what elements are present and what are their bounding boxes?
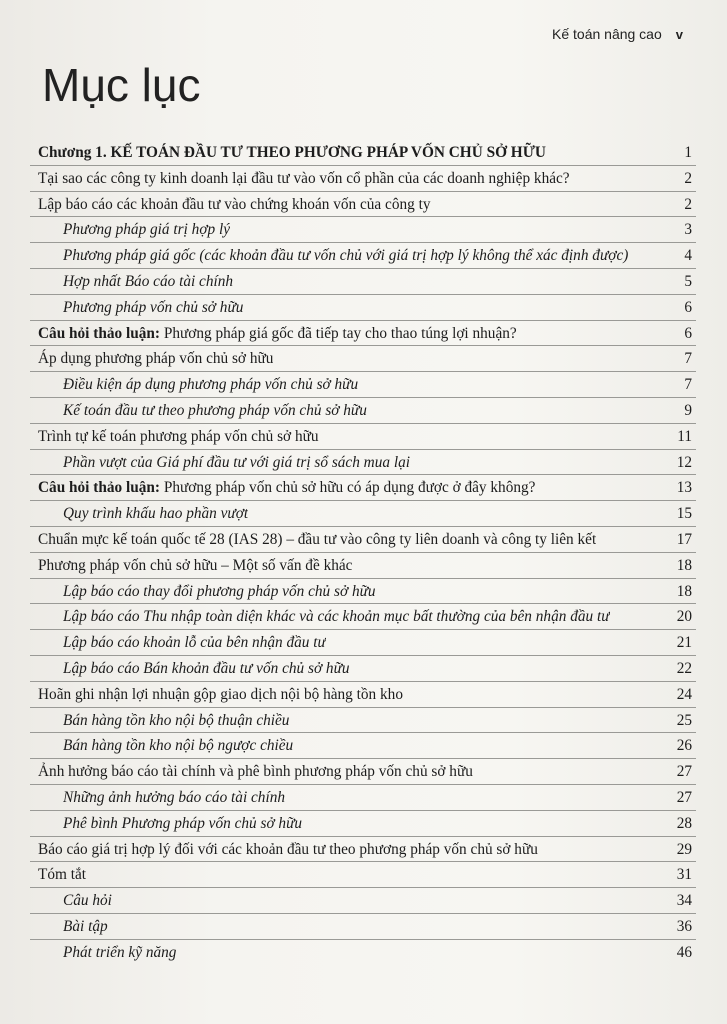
toc-entry <box>30 217 696 243</box>
toc-entry-title: Lập báo cáo các khoản đầu tư vào chứng khoán vốn của công ty <box>38 195 431 213</box>
toc-entry-page: 18 <box>676 582 692 600</box>
toc-entry-page: 36 <box>676 917 692 935</box>
toc-entry-title: Lập báo cáo Bán khoản đầu tư vốn chủ sở hữu <box>63 659 350 677</box>
toc-entry-title: Hoãn ghi nhận lợi nhuận gộp giao dịch nội bộ hàng tồn kho <box>38 685 403 703</box>
toc-entry-title: Bán hàng tồn kho nội bộ ngược chiều <box>63 737 294 755</box>
toc-entry-title: Quy trình khấu hao phần vượt <box>63 505 249 523</box>
toc-entry <box>30 940 696 966</box>
toc-entry-title: Áp dụng phương pháp vốn chủ sở hữu <box>38 350 274 368</box>
toc-entry-page: 5 <box>684 272 692 290</box>
toc-entry-page: 7 <box>684 350 692 368</box>
toc-entry-page: 27 <box>676 788 692 806</box>
toc-entry <box>30 424 696 450</box>
toc-entry <box>30 604 696 630</box>
toc-entry-title: Lập báo cáo Thu nhập toàn diện khác và các khoản mục bất thường của bên nhận đầu tư <box>63 608 610 626</box>
toc-entry-page: 20 <box>676 608 692 626</box>
book-title: Kế toán nâng cao <box>552 26 662 42</box>
toc-entry-page: 15 <box>676 505 692 523</box>
toc-entry <box>30 914 696 940</box>
toc-entry <box>30 682 696 708</box>
toc-entry-title: Chương 1. KẾ TOÁN ĐẦU TƯ THEO PHƯƠNG PHÁP VỐN CHỦ SỞ HỮU <box>38 144 546 161</box>
toc-entry-title: Tóm tắt <box>38 866 87 884</box>
toc-entry-page: 3 <box>684 221 692 239</box>
toc-entry <box>30 295 696 321</box>
toc-entry-prefix: Câu hỏi thảo luận: <box>38 324 160 342</box>
toc-entry-title: Câu hỏi <box>63 892 112 910</box>
toc-entry-title: Tại sao các công ty kinh doanh lại đầu tư vào vốn cổ phần của các doanh nghiệp khác? <box>38 169 570 187</box>
toc-entry-title: Hợp nhất Báo cáo tài chính <box>63 272 234 290</box>
toc-entry-page: 18 <box>676 556 692 574</box>
toc-entry <box>30 166 696 192</box>
toc-entry-prefix: Câu hỏi thảo luận: <box>38 479 160 497</box>
toc-entry <box>30 733 696 759</box>
toc-entry-page: 25 <box>676 711 692 729</box>
toc-entry-page: 24 <box>676 685 692 703</box>
toc-entry <box>30 243 696 269</box>
toc-entry-page: 21 <box>676 634 692 652</box>
toc-entry <box>30 888 696 914</box>
toc-entry-title: Bài tập <box>63 917 108 935</box>
toc-entry-page: 28 <box>676 814 692 832</box>
toc-entry <box>30 527 696 553</box>
toc-entry <box>30 398 696 424</box>
toc-entry <box>30 579 696 605</box>
toc-entry-page: 6 <box>684 298 692 316</box>
toc-entry-page: 22 <box>676 659 692 677</box>
toc-entry-title: Lập báo cáo khoản lỗ của bên nhận đầu tư <box>63 634 326 652</box>
toc-entry <box>30 269 696 295</box>
toc-entry-page: 29 <box>676 840 692 858</box>
toc-entry <box>30 346 696 372</box>
toc-entry-page: 7 <box>684 376 692 394</box>
toc-entry-page: 31 <box>676 866 692 884</box>
toc-entry <box>30 140 696 166</box>
toc-entry-title: Bán hàng tồn kho nội bộ thuận chiều <box>63 711 290 729</box>
toc-entry-page: 4 <box>684 247 692 265</box>
toc-entry <box>30 372 696 398</box>
toc-entry <box>30 553 696 579</box>
toc-entry-title: Phương pháp vốn chủ sở hữu – Một số vấn đề khác <box>38 556 353 574</box>
page-title: Mục lục <box>42 59 201 111</box>
toc-entry-title: Phương pháp giá gốc (các khoản đầu tư vốn chủ với giá trị hợp lý không thể xác định được) <box>63 247 629 265</box>
toc-entry <box>30 862 696 888</box>
toc-entry-title: Phương pháp giá trị hợp lý <box>63 221 231 239</box>
toc-entry <box>30 501 696 527</box>
toc-entry-page: 13 <box>676 479 692 497</box>
toc-entry-title: Kế toán đầu tư theo phương pháp vốn chủ sở hữu <box>63 401 367 419</box>
toc-entry-title: Những ảnh hưởng báo cáo tài chính <box>63 788 285 806</box>
page-number: v <box>675 26 683 42</box>
toc-entry <box>30 837 696 863</box>
toc-entry-page: 12 <box>676 453 692 471</box>
toc-entry-page: 26 <box>676 737 692 755</box>
toc-entry-title: Câu hỏi thảo luận: Phương pháp vốn chủ sở hữu có áp dụng được ở đây không? <box>38 479 536 497</box>
toc-entry-title: Phê bình Phương pháp vốn chủ sở hữu <box>63 814 303 832</box>
toc-entry-title: Chuẩn mực kế toán quốc tế 28 (IAS 28) – đầu tư vào công ty liên doanh và công ty liên kết <box>38 530 597 548</box>
table-of-contents <box>30 140 696 966</box>
toc-entry <box>30 656 696 682</box>
toc-entry <box>30 192 696 218</box>
toc-entry-page: 46 <box>676 943 692 961</box>
toc-entry <box>30 708 696 734</box>
toc-entry-title: Phương pháp vốn chủ sở hữu <box>63 298 244 316</box>
toc-entry-page: 6 <box>684 324 692 342</box>
toc-entry-page: 27 <box>676 763 692 781</box>
toc-entry-page: 2 <box>684 169 692 187</box>
toc-entry-title: Phát triển kỹ năng <box>63 943 177 961</box>
toc-entry-page: 34 <box>676 892 692 910</box>
toc-entry-title: Lập báo cáo thay đổi phương pháp vốn chủ sở hữu <box>63 582 376 600</box>
toc-entry-page: 1 <box>684 144 692 161</box>
toc-entry-title: Câu hỏi thảo luận: Phương pháp giá gốc đã tiếp tay cho thao túng lợi nhuận? <box>38 324 517 342</box>
toc-entry <box>30 759 696 785</box>
toc-entry-title: Báo cáo giá trị hợp lý đối với các khoản đầu tư theo phương pháp vốn chủ sở hữu <box>38 840 538 858</box>
toc-entry <box>30 450 696 476</box>
toc-entry <box>30 630 696 656</box>
toc-entry-page: 11 <box>677 427 692 445</box>
toc-entry <box>30 785 696 811</box>
toc-entry-page: 17 <box>676 530 692 548</box>
toc-entry-title: Phần vượt của Giá phí đầu tư với giá trị sổ sách mua lại <box>63 453 411 471</box>
toc-entry-page: 9 <box>684 401 692 419</box>
toc-entry <box>30 321 696 347</box>
running-header <box>552 26 683 42</box>
toc-entry-page: 2 <box>684 195 692 213</box>
toc-entry <box>30 475 696 501</box>
toc-entry-title: Ảnh hưởng báo cáo tài chính và phê bình phương pháp vốn chủ sở hữu <box>38 763 473 781</box>
toc-entry <box>30 811 696 837</box>
toc-entry-title: Điều kiện áp dụng phương pháp vốn chủ sở hữu <box>63 376 359 394</box>
toc-entry-title: Trình tự kế toán phương pháp vốn chủ sở hữu <box>38 427 319 445</box>
